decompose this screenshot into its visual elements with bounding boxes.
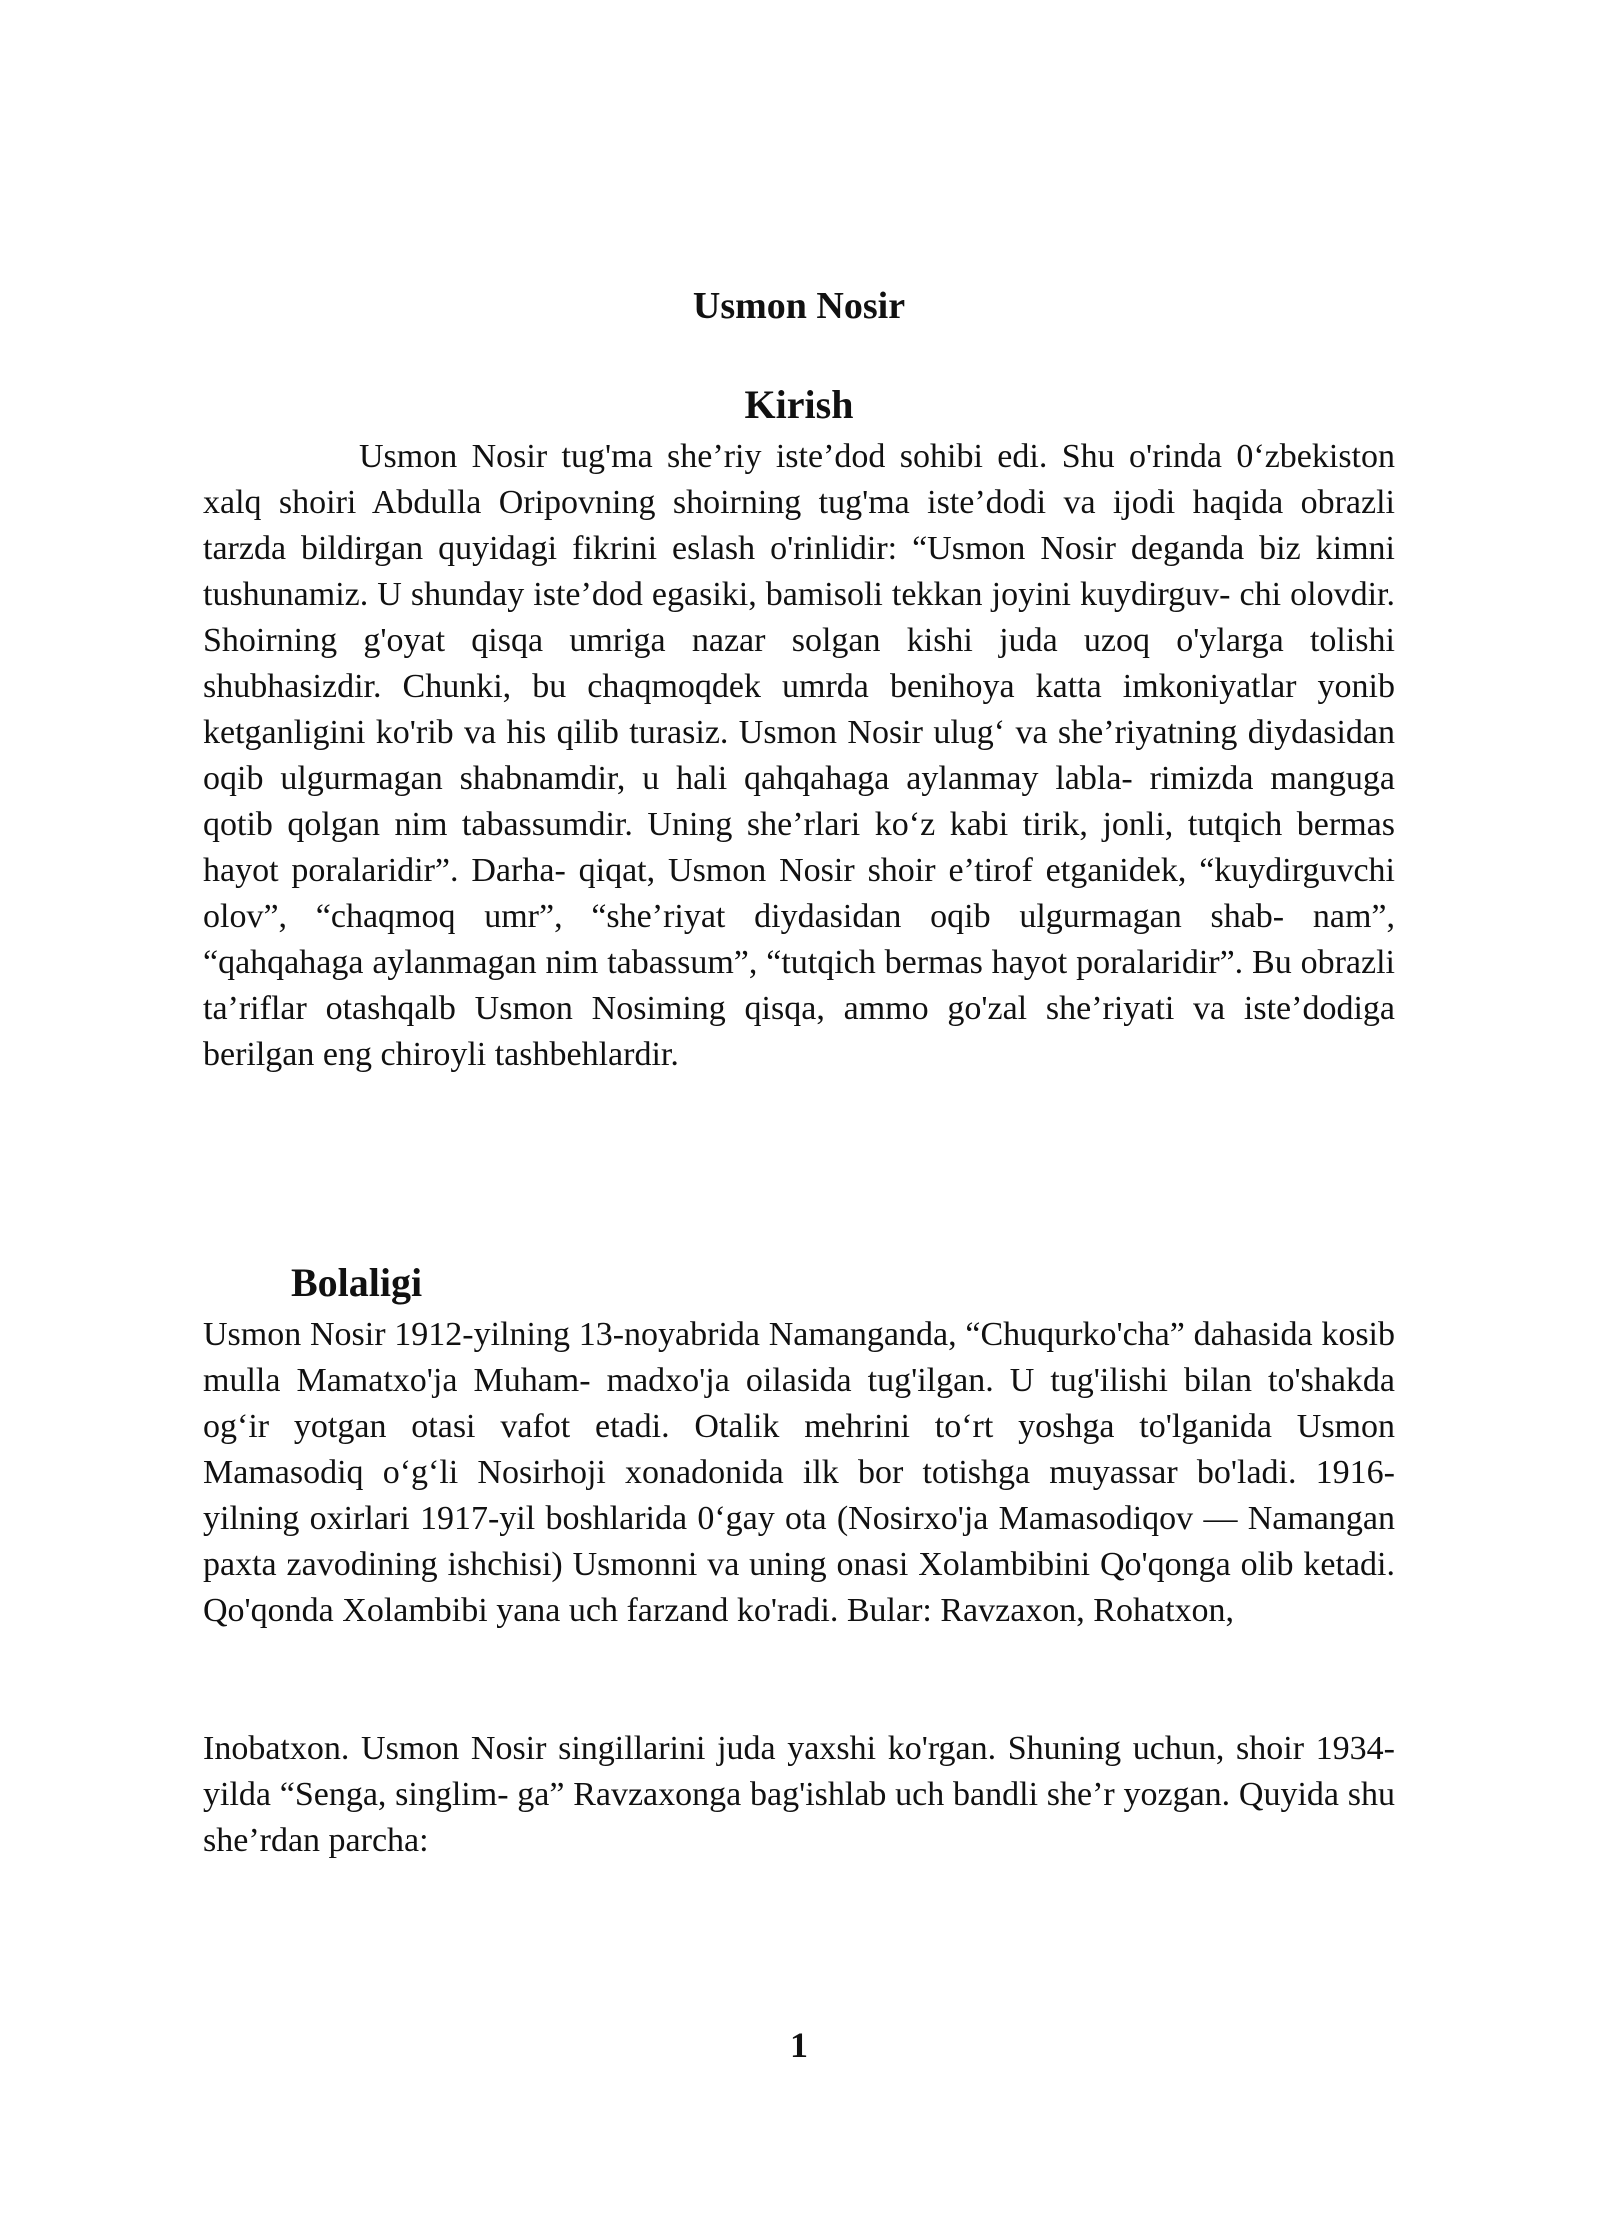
document-title: Usmon Nosir [692, 285, 906, 327]
page-number: 1 [790, 2025, 808, 2065]
intro-paragraph: Usmon Nosir tug'ma she’riy iste’dod sohibi edi. Shu o'rinda 0‘zbekiston xalq shoiri Abdulla Oripovning shoirning tug'ma iste’dodi va ijodi haqida obrazli tarzda bildirgan quyidagi fikrini eslash o'rinlidir: “Usmon Nosir deganda biz kimni tushunamiz. U shunday iste’dod egasiki, bamisoli tekkan joyini kuydirguv- chi olovdir. Shoirning g'oyat qisqa umriga nazar solgan kishi juda uzoq o'ylarga tolishi shubhasizdir. Chunki, bu chaqmoqdek umrda benihoya katta imkoniyatlar yonib ketganligini ko'rib va his qilib turasiz. Usmon Nosir ulug‘ va she’riyatning diydasidan oqib ulgurmagan shabnamdir, u hali qahqahaga aylanmay labla- rimizda manguga qotib qolgan nim tabassumdir. Uning she’rlari ko‘z kabi tirik, jonli, tutqich bermas hayot poralaridir”. Darha- qiqat, Usmon Nosir shoir e’tirof etganidek, “kuydirguvchi olov”, “chaqmoq umr”, “she’riyat diydasidan oqib ulgurmagan shab- nam”, “qahqahaga aylanmagan nim tabassum”, “tutqich bermas hayot poralaridir”. Bu obrazli ta’riflar otashqalb Usmon Nosiming qisqa, ammo go'zal she’riyati va iste’dodiga berilgan eng chiroyli tashbehlardir. [203, 438, 1395, 1073]
bolaligi-paragraph-2: Inobatxon. Usmon Nosir singillarini juda yaxshi ko'rgan. Shuning uchun, shoir 1934-yilda “Senga, singlim- ga” Ravzaxonga bag'ishlab uch bandli she’r yozgan. Quyida shu she’rdan parcha: [203, 1730, 1395, 1859]
section-heading-bolaligi: Bolaligi [291, 1260, 423, 1305]
section-heading-kirish: Kirish [744, 382, 854, 427]
bolaligi-paragraph-1: Usmon Nosir 1912-yilning 13-noyabrida Namanganda, “Chuqurko'cha” dahasida kosib mulla Mamatxo'ja Muham- madxo'ja oilasida tug'ilgan. U tug'ilishi bilan to'shakda og‘ir yotgan otasi vafot etadi. Otalik mehrini to‘rt yoshga to'lganida Usmon Mamasodiq o‘g‘li Nosirhoji xonadonida ilk bor totishga muyassar bo'ladi. 1916-yilning oxirlari 1917-yil boshlarida 0‘gay ota (Nosirxo'ja Mamasodiqov — Namangan paxta zavodining ishchisi) Usmonni va uning onasi Xolambibini Qo'qonga olib ketadi. Qo'qonda Xolambibi yana uch farzand ko'radi. Bular: Ravzaxon, Rohatxon, [203, 1316, 1395, 1629]
document-page [203, 0, 1395, 2231]
